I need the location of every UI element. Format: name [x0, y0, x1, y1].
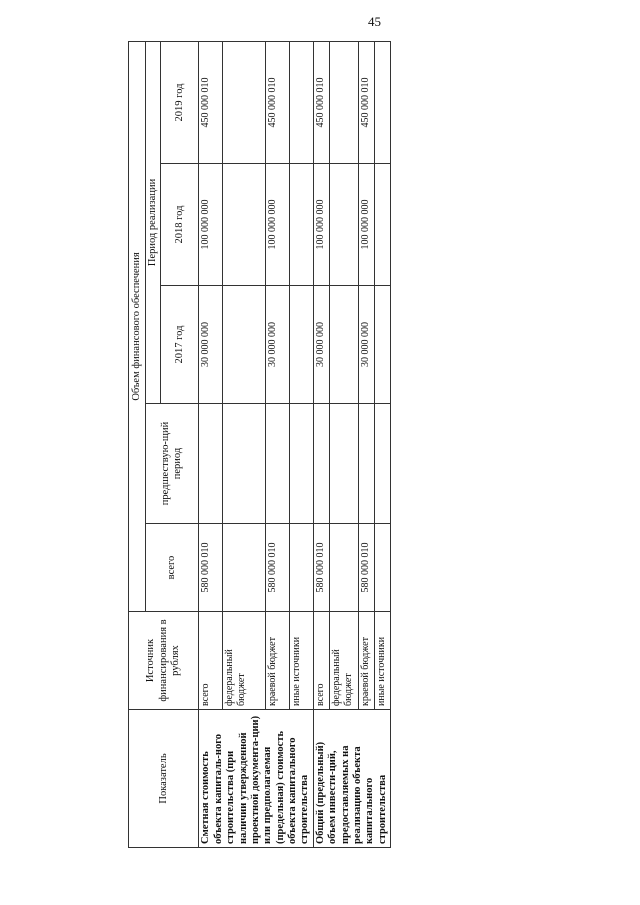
y2019-cell: 450 000 010 [199, 41, 223, 163]
previous-cell [223, 404, 266, 524]
source-cell: федеральный бюджет [223, 612, 266, 710]
header-period: Период реализации [146, 41, 161, 403]
page-number: 45 [368, 14, 381, 29]
rotated-table-container [128, 42, 388, 848]
previous-cell [199, 404, 223, 524]
y2017-cell: 30 000 000 [266, 286, 290, 404]
previous-cell [374, 404, 390, 524]
total-cell: 580 000 010 [313, 524, 329, 612]
header-previous: предшествую-щий период [146, 404, 199, 524]
source-cell: краевой бюджет [358, 612, 374, 710]
previous-cell [313, 404, 329, 524]
total-cell: 580 000 010 [199, 524, 223, 612]
total-cell [223, 524, 266, 612]
header-2017: 2017 год [161, 286, 199, 404]
y2019-cell [374, 41, 390, 163]
indicator-cell: Сметная стоимость объекта капиталь-ного строительства (при наличии утвержденной проектной документа-ции) или предполагаемая (предельная) стоимость объекта капитального строительства [199, 710, 313, 848]
y2018-cell: 100 000 000 [266, 164, 290, 286]
previous-cell [329, 404, 358, 524]
total-cell: 580 000 010 [358, 524, 374, 612]
table-row [313, 41, 329, 847]
y2018-cell [223, 164, 266, 286]
y2017-cell: 30 000 000 [313, 286, 329, 404]
y2019-cell [289, 41, 313, 163]
y2019-cell [223, 41, 266, 163]
y2018-cell: 100 000 000 [313, 164, 329, 286]
previous-cell [289, 404, 313, 524]
header-volume: Объем финансового обеспечения [129, 41, 146, 611]
indicator-cell: Общий (предельный) объем инвести-ций, предоставляемых на реализацию объекта капитального строительства [313, 710, 390, 848]
total-cell: 580 000 010 [266, 524, 290, 612]
previous-cell [358, 404, 374, 524]
y2019-cell: 450 000 010 [358, 41, 374, 163]
y2018-cell [374, 164, 390, 286]
header-2018: 2018 год [161, 164, 199, 286]
y2017-cell: 30 000 000 [199, 286, 223, 404]
header-indicator: Показатель [129, 710, 199, 848]
y2018-cell [289, 164, 313, 286]
source-cell: всего [313, 612, 329, 710]
y2017-cell [289, 286, 313, 404]
financing-table [128, 41, 391, 848]
header-source: Источник финансирования в рублях [129, 612, 199, 710]
header-total: всего [146, 524, 199, 612]
previous-cell [266, 404, 290, 524]
y2017-cell: 30 000 000 [358, 286, 374, 404]
y2019-cell: 450 000 010 [313, 41, 329, 163]
source-cell: иные источники [374, 612, 390, 710]
y2018-cell: 100 000 000 [358, 164, 374, 286]
y2017-cell [329, 286, 358, 404]
source-cell: федеральный бюджет [329, 612, 358, 710]
source-cell: всего [199, 612, 223, 710]
y2018-cell: 100 000 000 [199, 164, 223, 286]
y2018-cell [329, 164, 358, 286]
y2019-cell [329, 41, 358, 163]
source-cell: иные источники [289, 612, 313, 710]
total-cell [289, 524, 313, 612]
table-row [199, 41, 223, 847]
total-cell [374, 524, 390, 612]
source-cell: краевой бюджет [266, 612, 290, 710]
y2019-cell: 450 000 010 [266, 41, 290, 163]
y2017-cell [374, 286, 390, 404]
header-2019: 2019 год [161, 41, 199, 163]
y2017-cell [223, 286, 266, 404]
total-cell [329, 524, 358, 612]
